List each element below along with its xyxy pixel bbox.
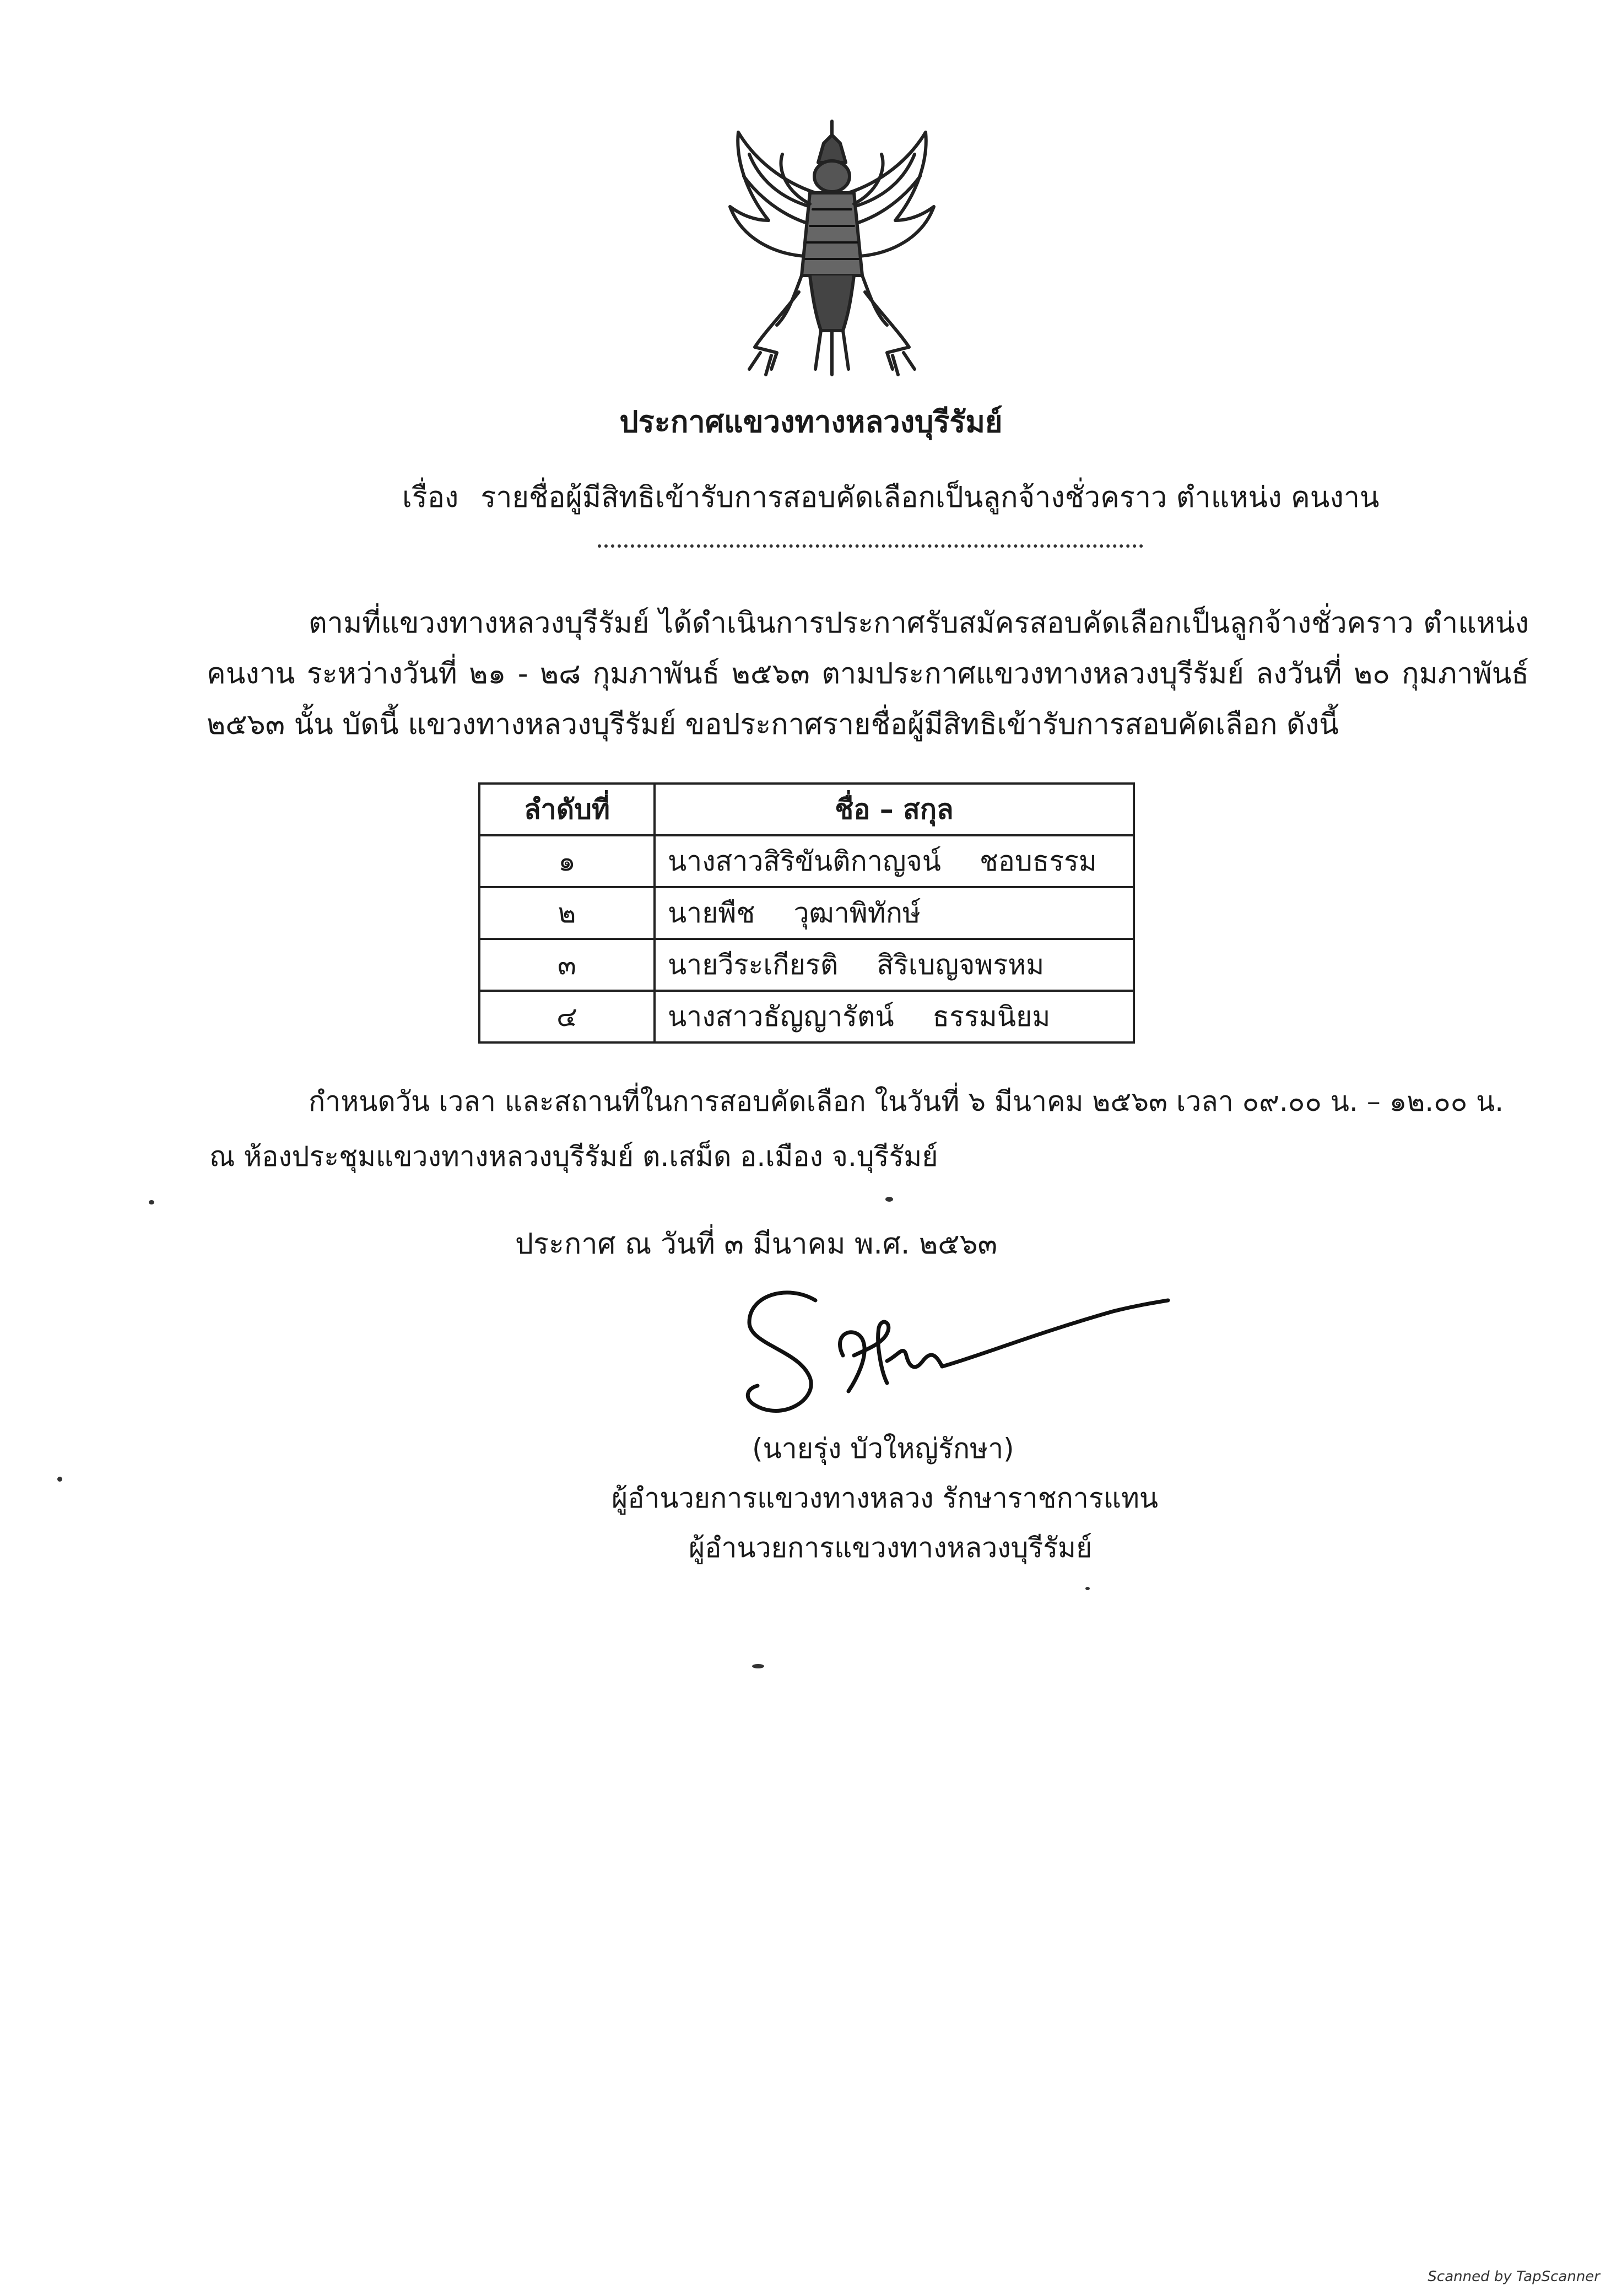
row-order: ๓	[479, 939, 655, 991]
document-subject	[402, 474, 1379, 520]
document-title: ประกาศแขวงทางหลวงบุรีรัมย์	[619, 404, 1003, 439]
subject-label: เรื่อง	[402, 481, 459, 514]
subject-text: รายชื่อผู้มีสิทธิเข้ารับการสอบคัดเลือกเป็นลูกจ้างชั่วคราว ตำแหน่ง คนงาน	[480, 481, 1380, 514]
candidate-table	[478, 782, 1135, 1044]
row-order: ๔	[479, 991, 655, 1042]
last-name: สิริเบญจพรหม	[877, 948, 1045, 981]
scan-speck	[752, 1664, 764, 1668]
announcement-date: ประกาศ ณ วันที่ ๓ มีนาคม พ.ศ. ๒๕๖๓	[515, 1228, 998, 1261]
first-name: นายพืช	[668, 896, 755, 929]
row-name	[655, 991, 1134, 1042]
table-row	[479, 991, 1134, 1042]
location-line: ณ ห้องประชุมแขวงทางหลวงบุรีรัมย์ ต.เสม็ด อ.เมือง จ.บุรีรัมย์	[209, 1141, 938, 1173]
table-header-row	[479, 784, 1134, 835]
schedule-line: กำหนดวัน เวลา และสถานที่ในการสอบคัดเลือก ในวันที่ ๖ มีนาคม ๒๕๖๓ เวลา ๐๙.๐๐ น. – ๑๒.๐๐ น.	[309, 1085, 1504, 1117]
table-row	[479, 939, 1134, 991]
scan-speck	[885, 1197, 893, 1202]
first-name: นางสาวสิริขันติกาญจน์	[668, 845, 941, 877]
row-order: ๑	[479, 835, 655, 887]
scanner-footer: Scanned by TapScanner	[1428, 2268, 1600, 2285]
first-name: นายวีระเกียรติ	[668, 948, 839, 981]
row-name	[655, 939, 1134, 991]
dotted-divider	[598, 544, 1143, 548]
table-row	[479, 887, 1134, 939]
row-order: ๒	[479, 887, 655, 939]
signer-position-1: ผู้อำนวยการแขวงทางหลวง รักษาราชการแทน	[612, 1482, 1159, 1514]
column-header-order: ลำดับที่	[479, 784, 655, 835]
scan-speck	[57, 1477, 62, 1482]
body-paragraph: ตามที่แขวงทางหลวงบุรีรัมย์ ได้ดำเนินการประกาศรับสมัครสอบคัดเลือกเป็นลูกจ้างชั่วคราว ตำแหน่ง คนงาน ระหว่างวันที่ ๒๑ - ๒๘ กุมภาพันธ์ ๒๕๖๓ ตามประกาศแขวงทางหลวงบุรีรัมย์ ลงวันที่ ๒๐ กุมภาพันธ์ ๒๕๖๓ นั้น บัดนี้ แขวงทางหลวงบุรีรัมย์ ขอประกาศรายชื่อผู้มีสิทธิเข้ารับการสอบคัดเลือก ดังนี้	[207, 607, 1529, 741]
last-name: วุฒาพิทักษ์	[793, 896, 921, 929]
table-row	[479, 835, 1134, 887]
row-name	[655, 887, 1134, 939]
signer-position-2: ผู้อำนวยการแขวงทางหลวงบุรีรัมย์	[689, 1532, 1093, 1564]
scan-speck	[1085, 1587, 1090, 1590]
handwritten-signature	[716, 1273, 1212, 1438]
first-name: นางสาวธัญญารัตน์	[668, 1000, 894, 1033]
column-header-name: ชื่อ – สกุล	[655, 784, 1134, 835]
last-name: ธรรมนิยม	[932, 1000, 1051, 1033]
garuda-emblem-icon	[716, 110, 948, 386]
signer-name: (นายรุ่ง บัวใหญ่รักษา)	[752, 1433, 1014, 1465]
scan-speck	[149, 1200, 154, 1204]
last-name: ชอบธรรม	[979, 845, 1097, 877]
row-name	[655, 835, 1134, 887]
